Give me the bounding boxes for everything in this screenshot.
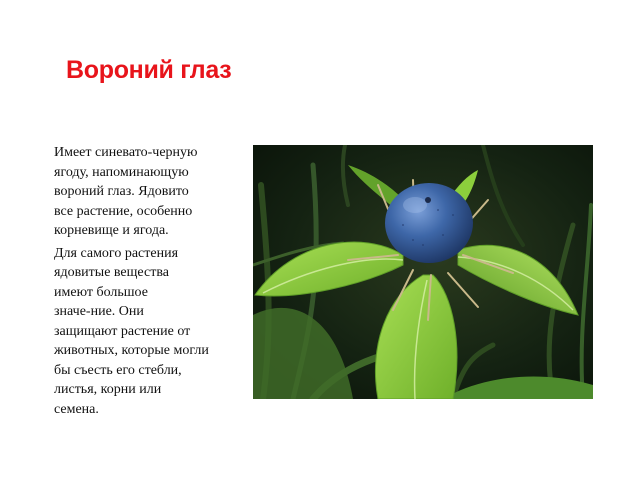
- text-line: защищают растение от: [54, 323, 191, 339]
- paragraph-2: [54, 244, 244, 420]
- text-line: значе-ние. Они: [54, 304, 144, 319]
- text-line: семена.: [54, 401, 99, 417]
- slide-title: Вороний глаз: [66, 56, 232, 84]
- text-line: ядовитые вещества: [54, 265, 169, 280]
- text-line: все растение, особенно: [54, 203, 193, 219]
- text-line: вороний глаз. Ядовито: [54, 184, 189, 199]
- text-line: Имеет синевато-черную: [54, 145, 198, 160]
- text-line: листья, корни или: [54, 382, 162, 397]
- text-line: имеют большое: [54, 284, 148, 300]
- text-line: ягоду, напоминающую: [54, 164, 189, 180]
- plant-photo: [253, 145, 593, 399]
- text-line: Для самого растения: [54, 245, 179, 261]
- berry-tip: [425, 197, 431, 203]
- text-line: животных, которые могли: [54, 343, 209, 358]
- text-line: корневище и ягода.: [54, 223, 169, 238]
- slide-body-text: [54, 143, 244, 422]
- herb-paris-illustration: [253, 145, 593, 399]
- blue-berry: [385, 183, 473, 263]
- paragraph-1: [54, 143, 244, 241]
- text-line: бы съесть его стебли,: [54, 362, 182, 378]
